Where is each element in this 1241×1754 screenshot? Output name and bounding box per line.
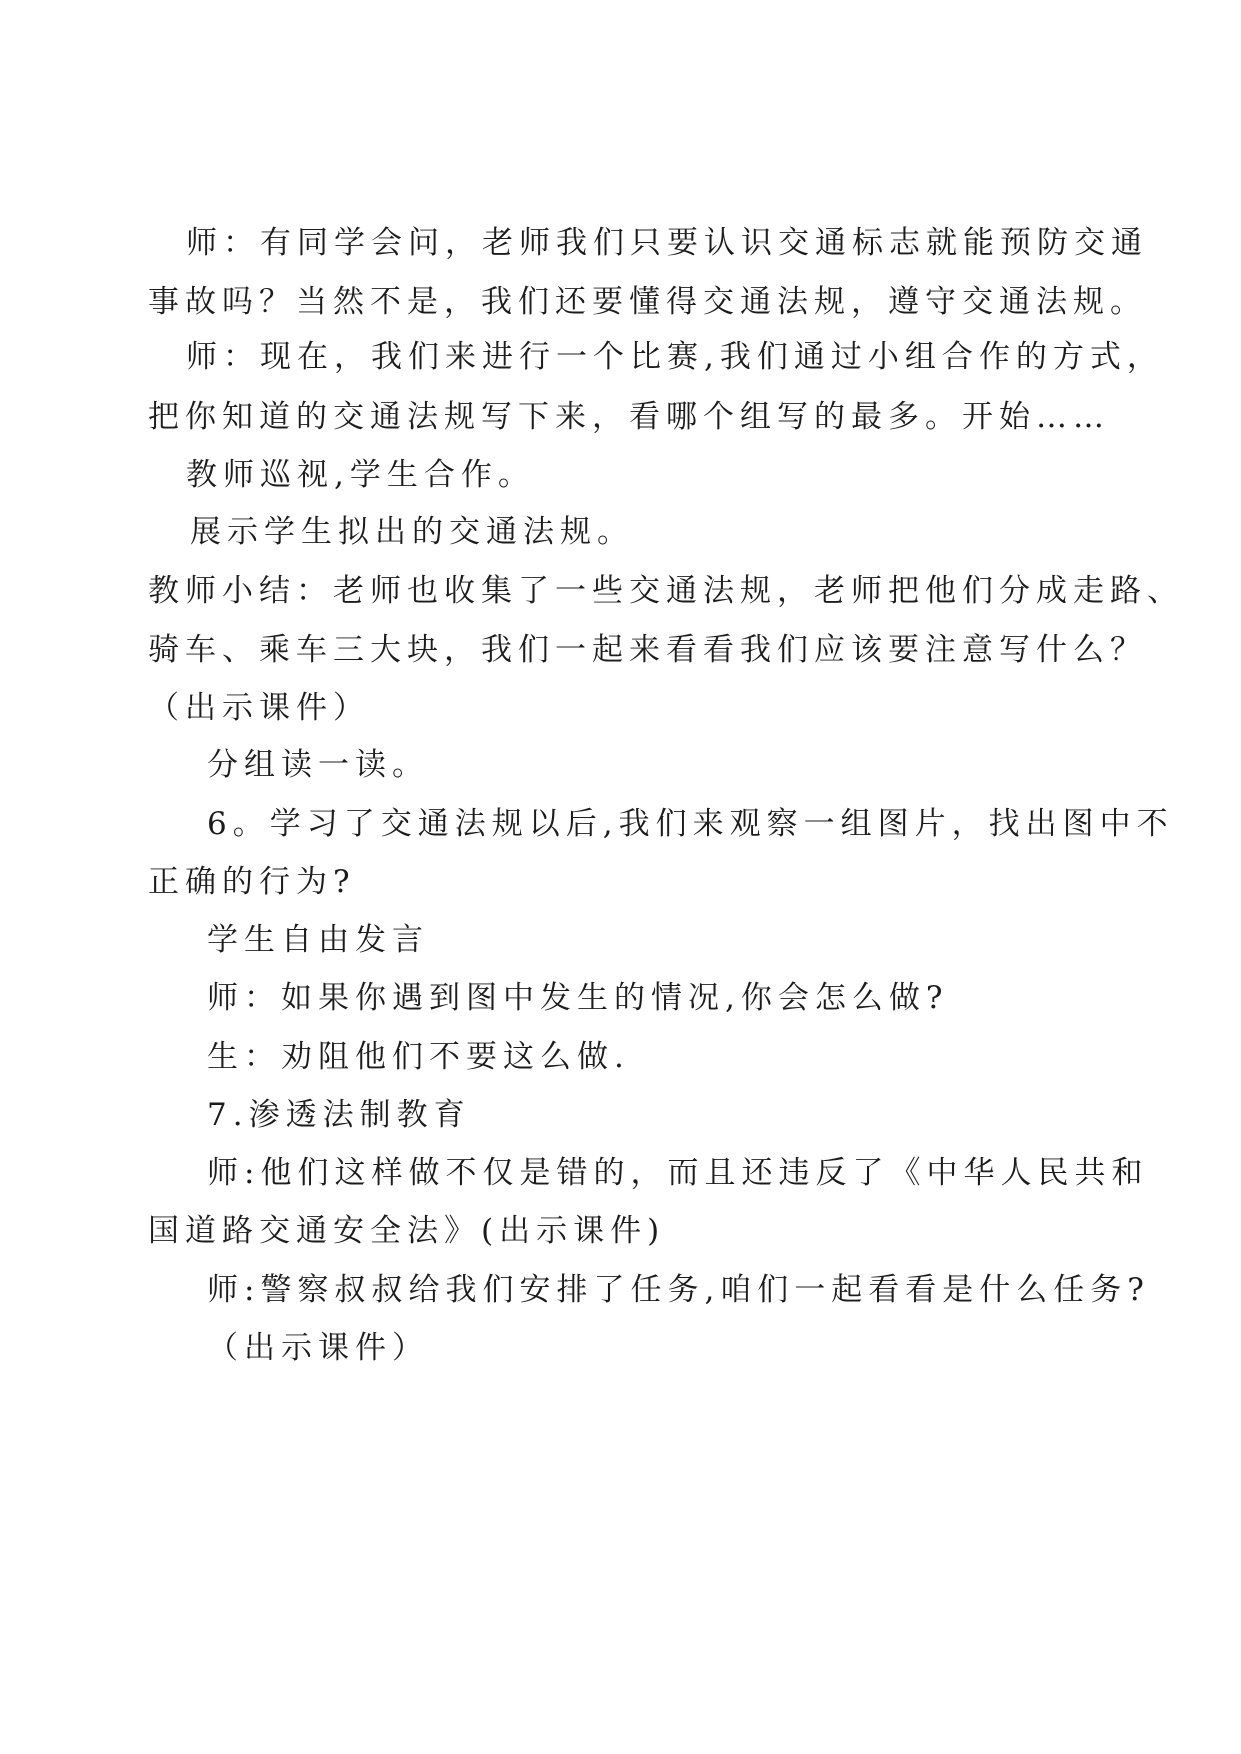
text-line: 师：现在，我们来进行一个比赛,我们通过小组合作的方式， [186, 339, 1164, 375]
text-line: 师：有同学会问，老师我们只要认识交通标志就能预防交通 [186, 225, 1148, 261]
text-line: 师：如果你遇到图中发生的情况,你会怎么做? [207, 980, 949, 1016]
text-line: 教师小结：老师也收集了一些交通法规，老师把他们分成走路、 [148, 573, 1184, 609]
text-line: （出示课件） [207, 1330, 429, 1366]
text-line: 6。学习了交通法规以后,我们来观察一组图片，找出图中不 [207, 806, 1174, 842]
text-line: 分组读一读。 [207, 747, 429, 783]
text-line: 骑车、乘车三大块，我们一起来看看我们应该要注意写什么？ [148, 632, 1147, 668]
text-line: 展示学生拟出的交通法规。 [190, 514, 634, 550]
text-line: 正确的行为? [148, 864, 356, 900]
text-line: 事故吗？当然不是，我们还要懂得交通法规，遵守交通法规。 [148, 284, 1147, 320]
text-line: 把你知道的交通法规写下来，看哪个组写的最多。开始…… [148, 399, 1110, 435]
text-line: 7.渗透法制教育 [207, 1097, 471, 1133]
text-line: 学生自由发言 [207, 922, 429, 958]
text-line: 教师巡视,学生合作。 [186, 457, 535, 493]
text-line: 国道路交通安全法》(出示课件) [148, 1213, 666, 1249]
text-line: （出示课件） [148, 690, 370, 726]
text-line: 师:他们这样做不仅是错的，而且还违反了《中华人民共和 [207, 1155, 1149, 1191]
text-line: 师:警察叔叔给我们安排了任务,咱们一起看看是什么任务? [207, 1272, 1150, 1308]
text-line: 生：劝阻他们不要这么做. [207, 1039, 630, 1075]
